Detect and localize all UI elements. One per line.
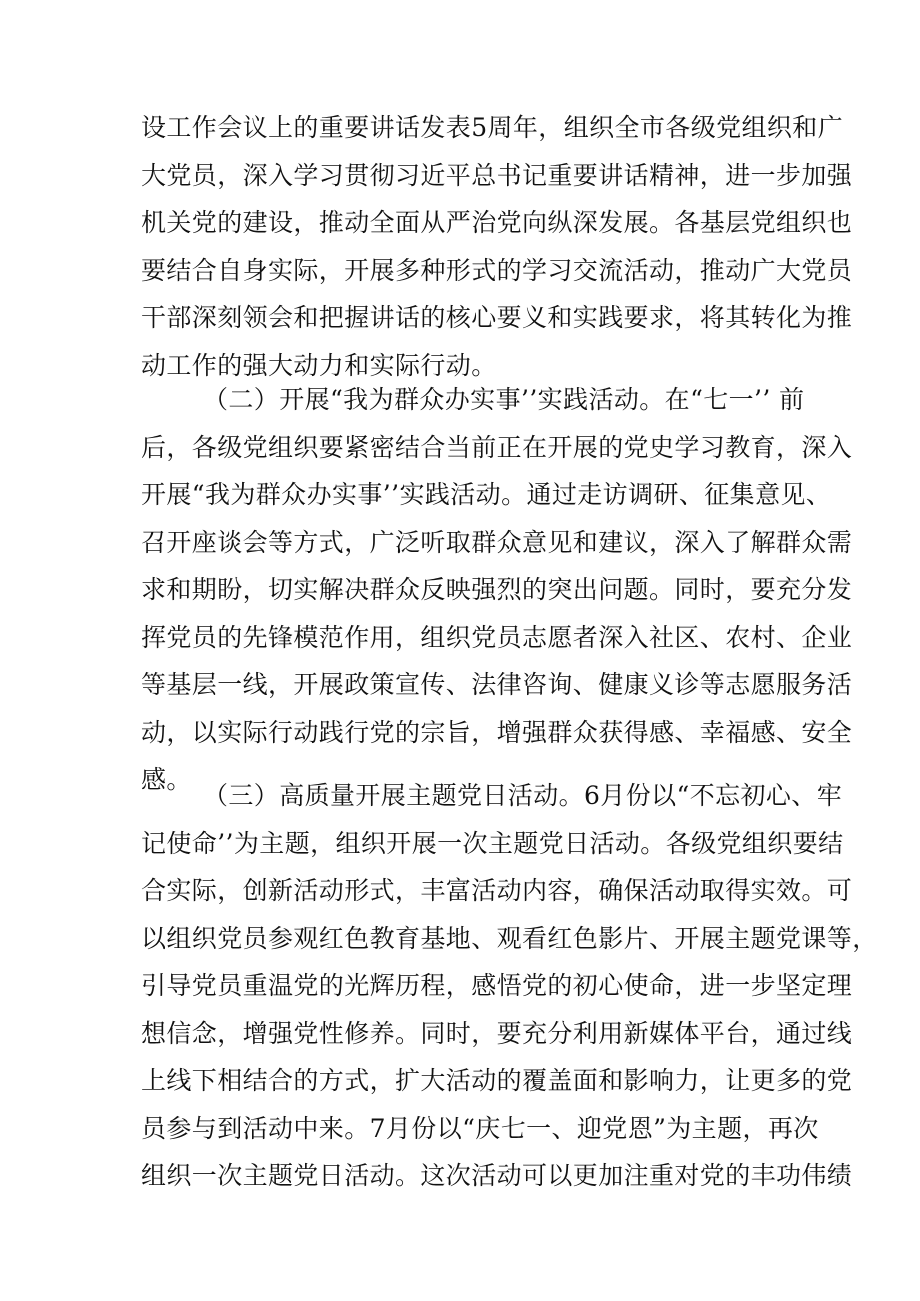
paragraph-line: 动，以实际行动践行党的宗旨，增强群众获得感、幸福感、安全 [141, 717, 853, 747]
paragraph-line: （二）开展“我为群众办实事’’实践活动。在“七一’’ 前 [203, 385, 805, 414]
paragraph-line: 挥党员的先锋模范作用，组织党员志愿者深入社区、农村、企业 [141, 622, 853, 652]
paragraph-line: 等基层一线，开展政策宣传、法律咨询、健康义诊等志愿服务活 [141, 670, 853, 699]
paragraph-line: 设工作会议上的重要讲话发表5周年，组织全市各级党组织和广 [141, 113, 844, 142]
paragraph-line: 机关党的建设，推动全面从严治党向纵深发展。各基层党组织也 [141, 208, 853, 237]
paragraph-line: 开展“我为群众办实事’’实践活动。通过走访调研、征集意见、 [141, 480, 832, 509]
paragraph-line: 要结合自身实际，开展多种形式的学习交流活动，推动广大党员 [141, 255, 853, 285]
paragraph-2 [141, 376, 853, 804]
paragraph-line: 引导党员重温党的光辉历程，感悟党的初心使命，进一步坚定理 [141, 971, 853, 1000]
paragraph-line: 合实际，创新活动形式，丰富活动内容，确保活动取得实效。可 [141, 876, 853, 905]
paragraph-line: 组织一次主题党日活动。这次活动可以更加注重对党的丰功伟绩 [141, 1161, 853, 1190]
paragraph-1 [141, 104, 853, 389]
paragraph-line: 动工作的强大动力和实际行动。 [141, 350, 497, 380]
paragraph-line: 记使命’’为主题，组织开展一次主题党日活动。各级党组织要结 [141, 828, 844, 858]
paragraph-line: 以组织党员参观红色教育基地、观看红色影片、开展主题党课等， [141, 923, 878, 953]
paragraph-line: 上线下相结合的方式，扩大活动的覆盖面和影响力，让更多的党 [141, 1066, 853, 1095]
paragraph-3 [141, 772, 878, 1200]
paragraph-line: 后，各级党组织要紧密结合当前正在开展的党史学习教育，深入 [141, 432, 853, 462]
paragraph-line: 大党员，深入学习贯彻习近平总书记重要讲话精神，进一步加强 [141, 160, 853, 190]
paragraph-line: （三）高质量开展主题党日活动。6月份以“不忘初心、牢 [203, 781, 843, 810]
paragraph-line: 想信念，增强党性修养。同时，要充分利用新媒体平台，通过线 [141, 1018, 853, 1048]
paragraph-line: 干部深刻领会和把握讲话的核心要义和实践要求，将其转化为推 [141, 303, 853, 332]
paragraph-line: 召开座谈会等方式，广泛听取群众意见和建议，深入了解群众需 [141, 527, 853, 557]
paragraph-line: 求和期盼，切实解决群众反映强烈的突出问题。同时，要充分发 [141, 575, 853, 604]
paragraph-line: 感。 [141, 765, 192, 794]
paragraph-line: 员参与到活动中来。7月份以“庆七一、迎党恩”为主题，再次 [141, 1113, 819, 1143]
